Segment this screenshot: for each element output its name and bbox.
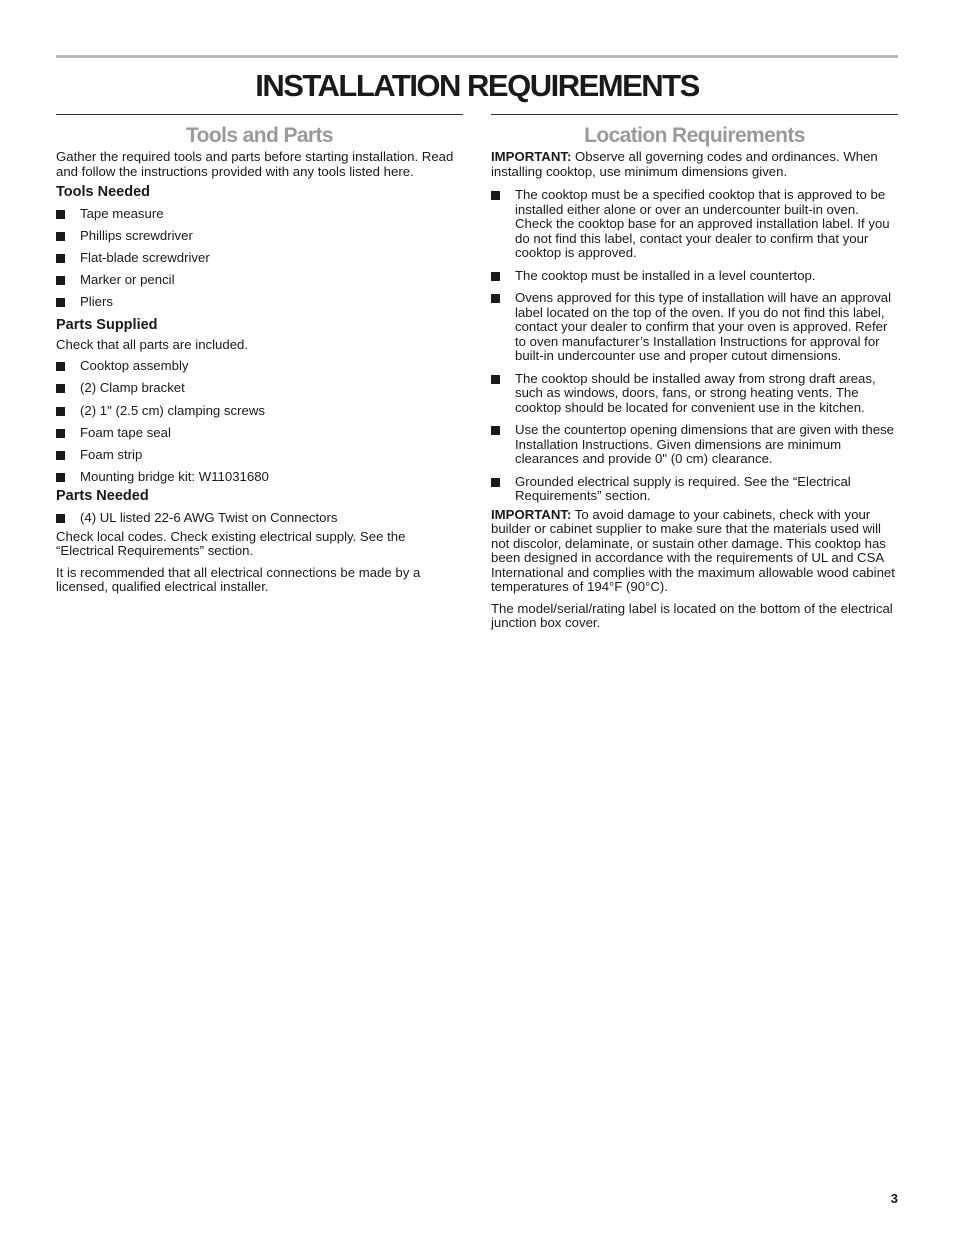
important-note-2: IMPORTANT: To avoid damage to your cabinets, check with your builder or cabinet supplier to make sure that the materials used will not discolor, delaminate, or sustain other damage. This cooktop has been designed in accordance with the requirements of UL and CSA International and complies with the maximum allowable wood cabinet temperatures of 194°F (90°C). [491,506,895,594]
parts-supplied-heading: Parts Supplied [56,316,158,333]
list-item: (2) Clamp bracket [56,381,463,396]
square-bullet-icon [56,429,65,438]
tools-and-parts-section [56,114,463,602]
list-item: Foam tape seal [56,426,463,441]
important-note-1: IMPORTANT: Observe all governing codes and ordinances. When installing cooktop, use minimum dimensions given. [491,149,878,179]
list-item: Flat-blade screwdriver [56,251,463,266]
parts-supplied-intro: Check that all parts are included. [56,336,249,352]
square-bullet-icon [56,210,65,219]
square-bullet-icon [56,232,65,241]
list-item: Grounded electrical supply is required. See the “Electrical Requirements” section. [491,475,898,504]
licensed-installer-note: It is recommended that all electrical connections be made by a licensed, qualified electrical installer. [56,564,421,595]
top-rule [56,55,898,58]
page-title: INSTALLATION REQUIREMENTS [255,68,699,103]
list-item: (2) 1" (2.5 cm) clamping screws [56,404,463,419]
square-bullet-icon [56,384,65,393]
square-bullet-icon [56,298,65,307]
list-item: The cooktop should be installed away from strong draft areas, such as windows, doors, fans, or strong heating vents. The cooktop should be located for convenient use in the kitchen. [491,372,898,416]
list-item: The cooktop must be installed in a level countertop. [491,269,898,284]
square-bullet-icon [56,451,65,460]
list-item: Use the countertop opening dimensions that are given with these Installation Instructions. Given dimensions are minimum clearances and provide 0" (0 cm) clearance. [491,423,898,467]
square-bullet-icon [56,407,65,416]
parts-needed-heading: Parts Needed [56,488,149,505]
square-bullet-icon [56,514,65,523]
list-item: (4) UL listed 22-6 AWG Twist on Connectors [56,511,463,526]
tools-and-parts-title: Tools and Parts [186,124,333,147]
list-item: The cooktop must be a specified cooktop that is approved to be installed either alone or over an undercounter built-in oven. Check the cooktop base for an approved installation label. If you do not find this label, contact your dealer to confirm that your cooktop is approved. [491,188,898,261]
tools-needed-list [56,207,463,310]
list-item: Phillips screwdriver [56,229,463,244]
label-location-note: The model/serial/rating label is located on the bottom of the electrical junction box cover. [491,600,893,630]
section-rule [491,114,898,115]
square-bullet-icon [56,276,65,285]
location-requirements-list [491,188,898,504]
parts-needed-list [56,511,463,526]
tools-needed-heading: Tools Needed [56,184,150,200]
list-item: Foam strip [56,448,463,463]
tools-intro: Gather the required tools and parts before starting installation. Read and follow the instructions provided with any tools listed here. [56,149,454,179]
square-bullet-icon [56,254,65,263]
list-item: Marker or pencil [56,273,463,288]
square-bullet-icon [56,362,65,371]
list-item: Pliers [56,295,463,310]
square-bullet-icon [491,272,500,281]
location-requirements-section [491,114,898,638]
list-item: Ovens approved for this type of installation will have an approval label located on the top of the oven. If you do not find this label, contact your dealer to confirm that your oven is approved. Refer to oven manufacturer’s Installation Instructions for approval for built-in undercounter use and proper cutout dimensions. [491,291,898,364]
list-item: Cooktop assembly [56,359,463,374]
page-number: 3 [890,1191,898,1206]
square-bullet-icon [491,426,500,435]
square-bullet-icon [491,478,500,487]
location-requirements-title: Location Requirements [584,124,805,147]
square-bullet-icon [491,191,500,200]
section-rule [56,114,463,115]
list-item: Mounting bridge kit: W11031680 [56,470,463,485]
parts-supplied-list [56,359,463,484]
square-bullet-icon [491,375,500,384]
square-bullet-icon [491,294,500,303]
local-codes-note: Check local codes. Check existing electrical supply. See the “Electrical Requirements” section. [56,528,406,559]
list-item: Tape measure [56,207,463,222]
square-bullet-icon [56,473,65,482]
